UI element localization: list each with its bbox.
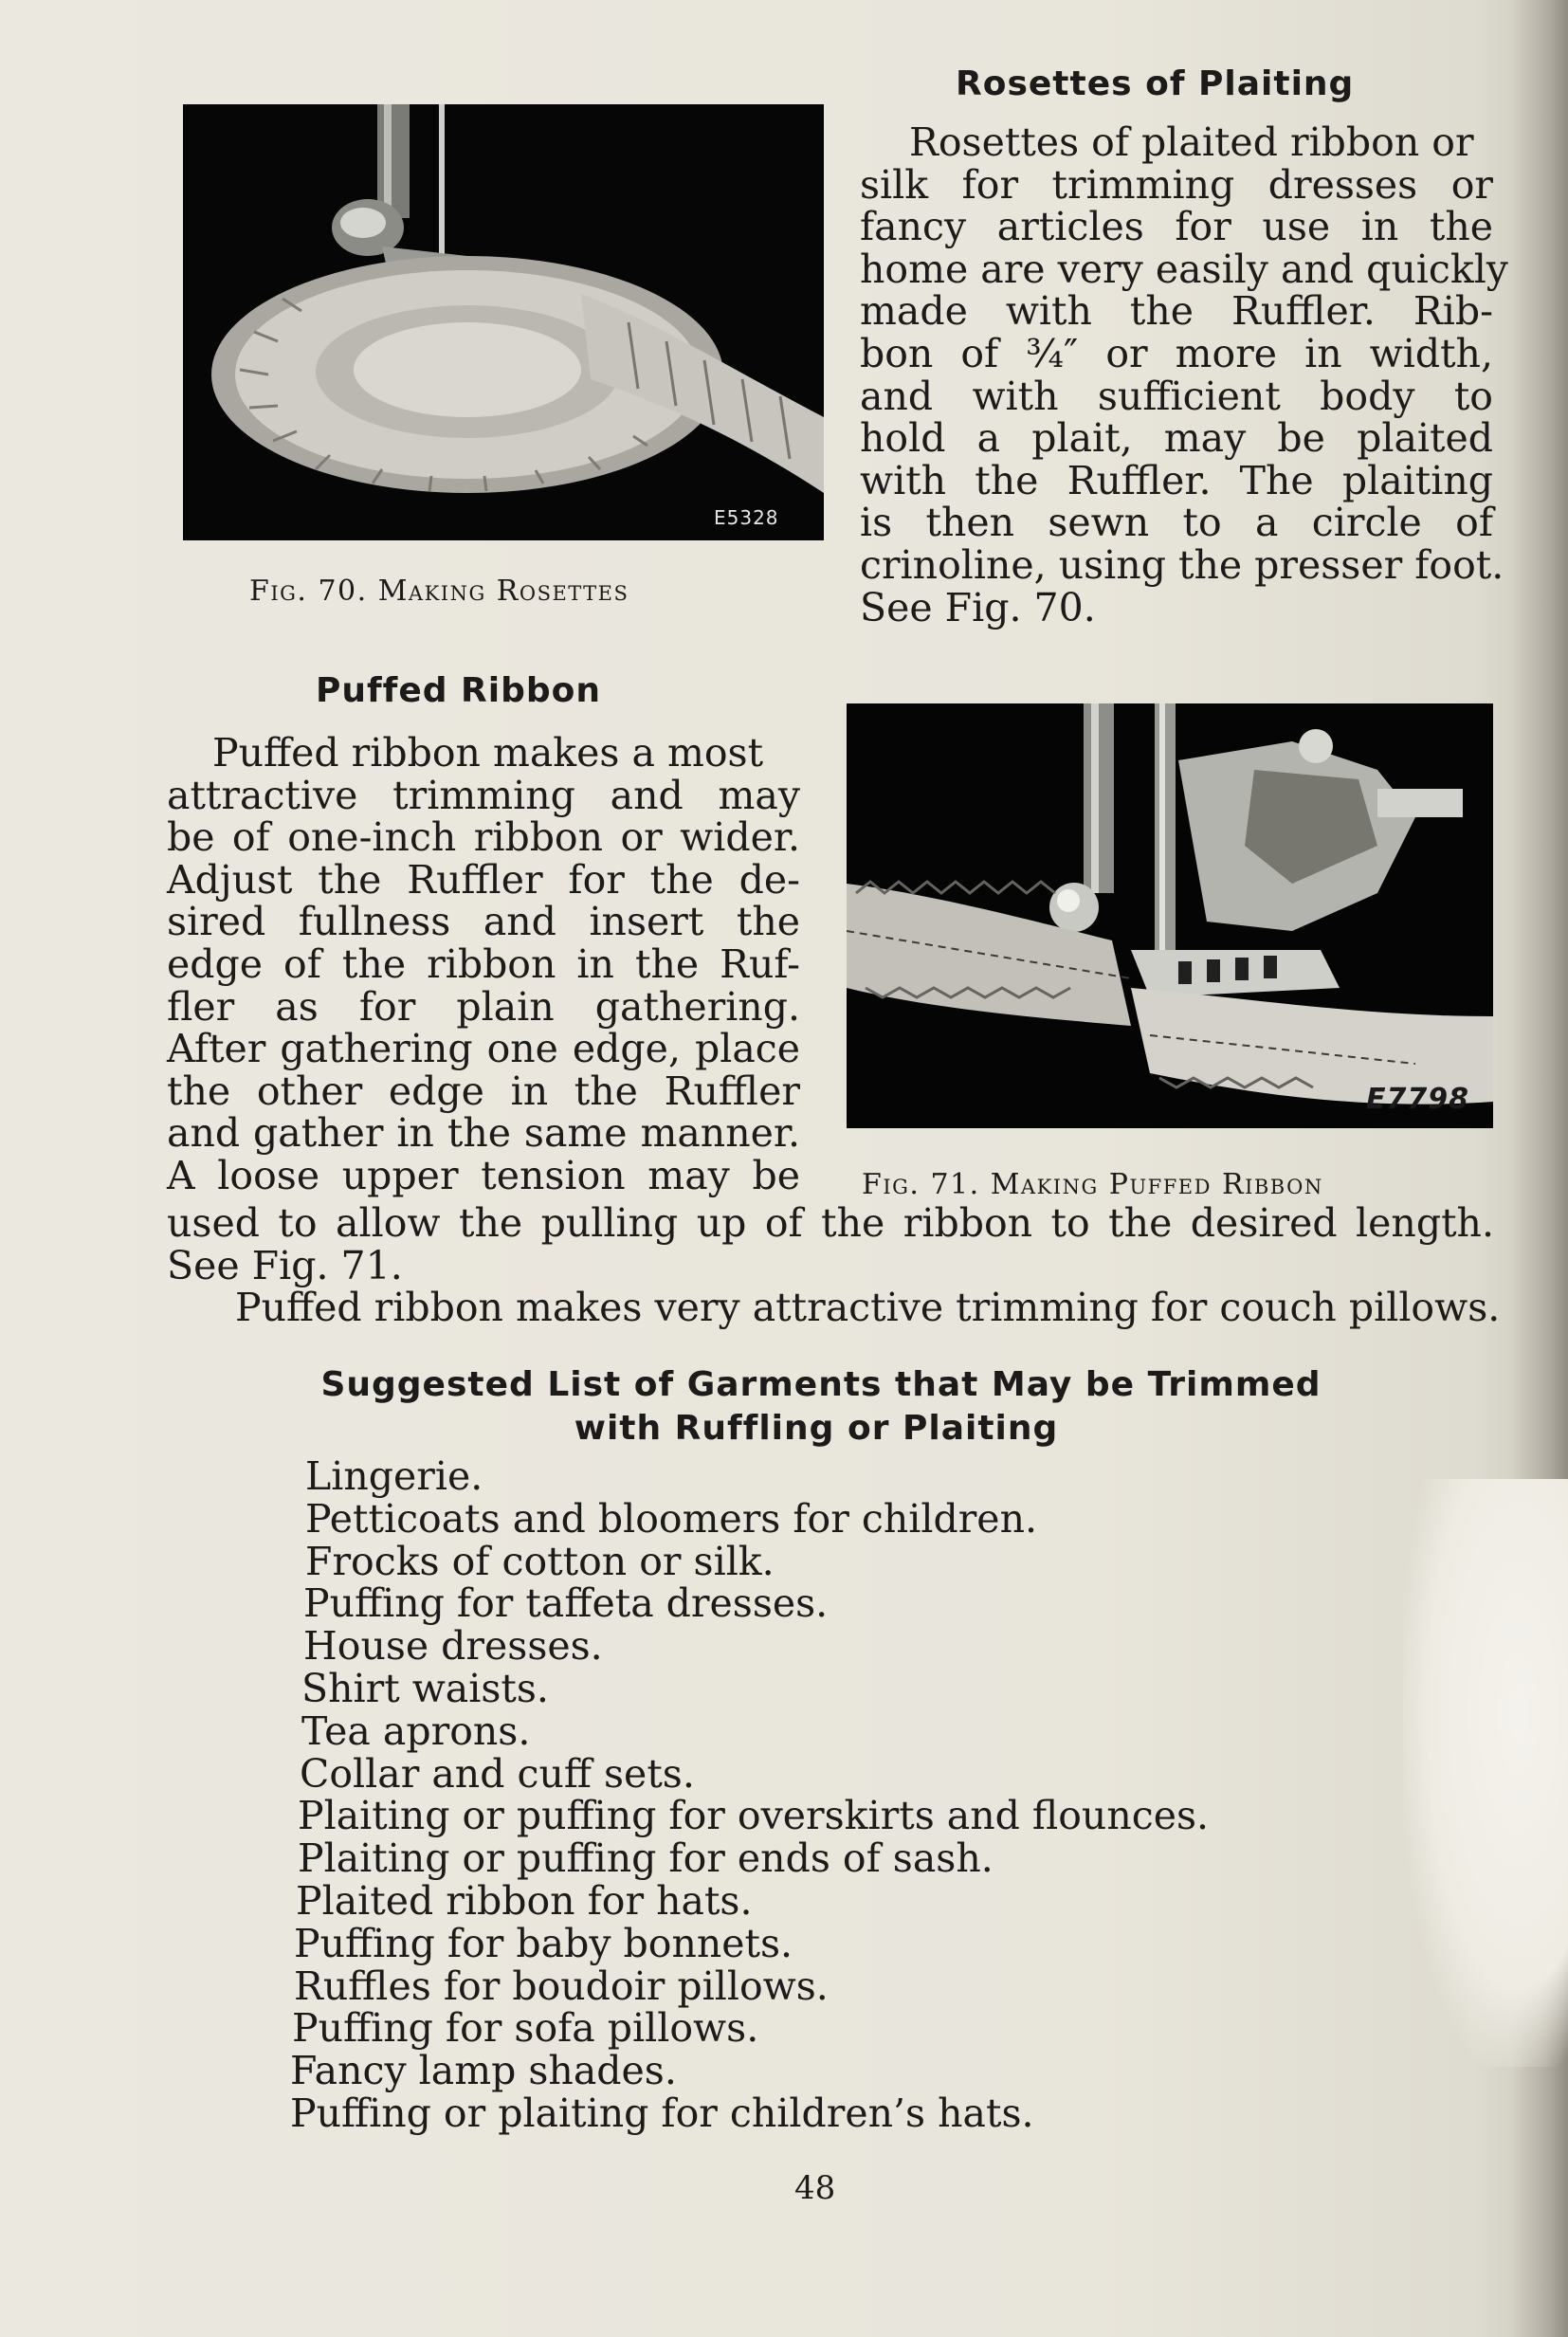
- figure-70-caption: Fig. 70. Making Rosettes: [249, 575, 629, 608]
- list-item: Collar and cuff sets.: [300, 1750, 695, 1797]
- puffed-ribbon-paragraph-continued: [167, 1200, 1501, 1331]
- list-item: Plaiting or puffing for ends of sash.: [298, 1835, 994, 1882]
- list-item: Plaiting or puffing for overskirts and flounces.: [298, 1793, 1210, 1839]
- text-line: and with sufficient body to: [860, 373, 1493, 419]
- list-item: Frocks of cotton or silk.: [305, 1538, 775, 1584]
- page-number: 48: [794, 2169, 836, 2207]
- figure-71-caption: Fig. 71. Making Puffed Ribbon: [862, 1168, 1323, 1201]
- text-line: crinoline, using the presser foot.: [860, 541, 1504, 588]
- suggested-heading-line-2: with Ruffling or Plaiting: [574, 1409, 1059, 1448]
- text-line: After gathering one edge, place: [167, 1026, 800, 1072]
- figure-70-photo: [183, 104, 824, 540]
- rosettes-heading: Rosettes of Plaiting: [956, 64, 1355, 103]
- text-line: Puffed ribbon makes a most: [212, 730, 764, 776]
- text-line: used to allow the pulling up of the ribbon to the desired length.: [167, 1200, 1494, 1246]
- puffed-ribbon-heading: Puffed Ribbon: [316, 671, 602, 710]
- text-line: silk for trimming dresses or: [860, 161, 1493, 208]
- text-line: edge of the ribbon in the Ruf-: [167, 940, 800, 987]
- text-line: Rosettes of plaited ribbon or: [909, 119, 1474, 165]
- text-line: Puffed ribbon makes very attractive trimming for couch pillows.: [235, 1285, 1501, 1331]
- text-line: A loose upper tension may be: [167, 1152, 800, 1198]
- text-line: be of one-inch ribbon or wider.: [167, 814, 800, 861]
- suggested-list-heading: [167, 1363, 1494, 1451]
- list-item: Plaited ribbon for hats.: [296, 1877, 753, 1924]
- list-item: Puffing for baby bonnets.: [294, 1920, 793, 1966]
- figure-71-photo: [847, 703, 1493, 1128]
- text-line: with the Ruffler. The plaiting: [860, 457, 1493, 503]
- puffed-ribbon-paragraph: [167, 732, 800, 1197]
- list-item: Puffing or plaiting for children’s hats.: [290, 2090, 1034, 2136]
- text-line: home are very easily and quickly: [860, 246, 1508, 292]
- list-item: Tea aprons.: [301, 1707, 531, 1754]
- text-line: bon of ¾″ or more in width,: [860, 330, 1493, 376]
- text-line: fancy articles for use in the: [860, 204, 1493, 250]
- list-item: House dresses.: [303, 1623, 603, 1670]
- list-item: Lingerie.: [305, 1453, 483, 1499]
- text-line: See Fig. 70.: [860, 584, 1096, 630]
- text-line: is then sewn to a circle of: [860, 500, 1493, 546]
- text-line: hold a plait, may be plaited: [860, 415, 1493, 462]
- rosette-illustration: [183, 104, 824, 540]
- list-item: Petticoats and bloomers for children.: [305, 1495, 1038, 1542]
- list-item: Fancy lamp shades.: [290, 2048, 677, 2094]
- puffed-ribbon-illustration: [847, 703, 1493, 1128]
- rosettes-paragraph: [860, 119, 1508, 630]
- list-item: Ruffles for boudoir pillows.: [294, 1963, 829, 2009]
- garment-list: [275, 1455, 1209, 2135]
- text-line: See Fig. 71.: [167, 1242, 403, 1288]
- text-line: attractive trimming and may: [167, 772, 800, 818]
- text-line: sired fullness and insert the: [167, 899, 800, 945]
- list-item: Puffing for sofa pillows.: [292, 2005, 759, 2052]
- text-line: fler as for plain gathering.: [167, 983, 800, 1030]
- text-line: the other edge in the Ruffler: [167, 1068, 800, 1114]
- text-line: and gather in the same manner.: [167, 1110, 800, 1157]
- suggested-heading-line-1: Suggested List of Garments that May be Trimmed: [320, 1365, 1322, 1404]
- figure-70-code: E5328: [714, 506, 779, 529]
- list-item: Puffing for taffeta dresses.: [303, 1580, 829, 1627]
- paper-crease: [1403, 1479, 1568, 2067]
- text-line: made with the Ruffler. Rib-: [860, 288, 1493, 335]
- text-line: Adjust the Ruffler for the de-: [167, 856, 800, 903]
- figure-71-code: E7798: [1366, 1083, 1469, 1116]
- list-item: Shirt waists.: [301, 1665, 549, 1711]
